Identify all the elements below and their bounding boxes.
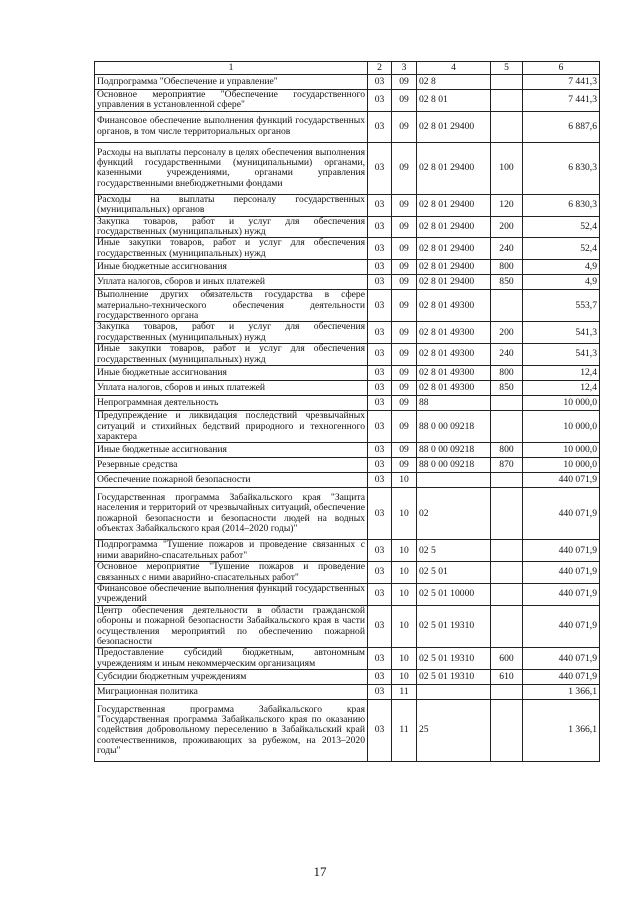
row-col-3: 10: [392, 473, 417, 488]
table-row: [95, 344, 600, 366]
row-col-4: 02 8 01 49300: [417, 290, 491, 322]
row-col-4: 88 0 00 09218: [417, 443, 491, 458]
header-col-6: 6: [523, 62, 600, 75]
header-col-4: 4: [417, 62, 491, 75]
row-amount: 4,9: [523, 260, 600, 275]
table-row: [95, 473, 600, 488]
row-col-2: 03: [368, 290, 392, 322]
row-col-5: 120: [491, 194, 523, 216]
row-amount: 52,4: [523, 238, 600, 260]
row-col-2: 03: [368, 605, 392, 648]
row-col-5: [491, 685, 523, 700]
row-col-2: 03: [368, 670, 392, 685]
row-col-4: 02 5 01 19310: [417, 605, 491, 648]
row-col-4: 02: [417, 488, 491, 540]
row-amount: 440 071,9: [523, 540, 600, 562]
row-amount: 1 366,1: [523, 685, 600, 700]
table-row: [95, 322, 600, 344]
row-name: Подпрограмма "Тушение пожаров и проведение связанных с ними аварийно-спасательных работ": [95, 540, 368, 562]
row-col-5: [491, 583, 523, 605]
table-body: [95, 75, 600, 762]
row-col-2: 03: [368, 216, 392, 238]
row-name: Выполнение других обязательств государства в сфере материально-технического обеспечения деятельности государственного органа: [95, 290, 368, 322]
row-name: Государственная программа Забайкальского края "Защита населения и территорий от чрезвычайных ситуаций, обеспечение пожарной безопасности и безопасности людей на водных объектах Забайкальского края (2014–2020 годы)": [95, 488, 368, 540]
table-row: [95, 194, 600, 216]
row-name: Подпрограмма "Обеспечение и управление": [95, 75, 368, 90]
row-amount: 6 887,6: [523, 111, 600, 142]
table-row: [95, 685, 600, 700]
row-col-3: 09: [392, 458, 417, 473]
row-name: Уплата налогов, сборов и иных платежей: [95, 381, 368, 396]
row-name: Предоставление субсидий бюджетным, автономным учреждениям и иным некоммерческим организациям: [95, 648, 368, 670]
table-row: [95, 488, 600, 540]
row-col-2: 03: [368, 194, 392, 216]
row-col-5: 240: [491, 238, 523, 260]
row-col-3: 09: [392, 443, 417, 458]
row-col-5: 600: [491, 648, 523, 670]
table-row: [95, 381, 600, 396]
row-col-2: 03: [368, 366, 392, 381]
row-col-2: 03: [368, 238, 392, 260]
row-amount: 440 071,9: [523, 473, 600, 488]
row-amount: 440 071,9: [523, 648, 600, 670]
table-row: [95, 260, 600, 275]
row-amount: 541,3: [523, 322, 600, 344]
table-row: [95, 238, 600, 260]
table-row: [95, 411, 600, 443]
row-name: Непрограммная деятельность: [95, 396, 368, 411]
table-row: [95, 458, 600, 473]
row-name: Центр обеспечения деятельности в области гражданской обороны и пожарной безопасности Забайкальского края в части осуществления мероприятий по обеспечению пожарной безопасности: [95, 605, 368, 648]
row-col-3: 09: [392, 322, 417, 344]
row-col-2: 03: [368, 75, 392, 90]
row-col-5: 100: [491, 142, 523, 194]
row-col-3: 09: [392, 411, 417, 443]
row-amount: 1 366,1: [523, 700, 600, 762]
row-col-4: 02 8 01 29400: [417, 194, 491, 216]
row-col-2: 03: [368, 700, 392, 762]
row-name: Закупка товаров, работ и услуг для обеспечения государственных (муниципальных) нужд: [95, 322, 368, 344]
row-col-5: [491, 540, 523, 562]
row-col-2: 03: [368, 458, 392, 473]
row-col-3: 10: [392, 648, 417, 670]
row-col-4: 02 8 01 29400: [417, 260, 491, 275]
row-name: Иные бюджетные ассигнования: [95, 366, 368, 381]
table-row: [95, 583, 600, 605]
row-col-4: 02 8 01 49300: [417, 366, 491, 381]
row-col-5: [491, 700, 523, 762]
row-col-4: 88 0 00 09218: [417, 411, 491, 443]
row-col-3: 09: [392, 366, 417, 381]
row-col-5: [491, 411, 523, 443]
row-amount: 12,4: [523, 381, 600, 396]
header-col-5: 5: [491, 62, 523, 75]
row-col-2: 03: [368, 540, 392, 562]
row-amount: 10 000,0: [523, 411, 600, 443]
row-col-3: 09: [392, 381, 417, 396]
row-col-3: 11: [392, 685, 417, 700]
header-col-1: 1: [95, 62, 368, 75]
header-row: [95, 62, 600, 75]
row-col-3: 09: [392, 396, 417, 411]
row-col-5: [491, 111, 523, 142]
row-col-4: [417, 685, 491, 700]
row-col-2: 03: [368, 648, 392, 670]
row-col-2: 03: [368, 260, 392, 275]
table-row: [95, 540, 600, 562]
row-col-4: 02 8: [417, 75, 491, 90]
row-col-3: 09: [392, 111, 417, 142]
row-col-4: 02 5 01: [417, 562, 491, 584]
row-col-4: 02 8 01: [417, 90, 491, 112]
row-col-3: 11: [392, 700, 417, 762]
row-col-4: 02 8 01 49300: [417, 381, 491, 396]
row-col-2: 03: [368, 381, 392, 396]
row-name: Финансовое обеспечение выполнения функций государственных органов, в том числе территориальных органов: [95, 111, 368, 142]
row-name: Государственная программа Забайкальского края "Государственная программа Забайкальского края по оказанию содействия добровольному переселению в Забайкальский край соотечественников, проживающих за рубежом, на 2013–2020 годы": [95, 700, 368, 762]
row-amount: 52,4: [523, 216, 600, 238]
row-col-5: [491, 473, 523, 488]
row-col-4: 88: [417, 396, 491, 411]
row-col-3: 10: [392, 562, 417, 584]
row-col-5: 200: [491, 216, 523, 238]
row-col-3: 10: [392, 540, 417, 562]
row-col-4: 02 8 01 49300: [417, 344, 491, 366]
row-col-2: 03: [368, 90, 392, 112]
row-amount: 10 000,0: [523, 443, 600, 458]
table-row: [95, 648, 600, 670]
table-row: [95, 605, 600, 648]
row-col-4: 02 5 01 19310: [417, 648, 491, 670]
table-row: [95, 396, 600, 411]
row-col-2: 03: [368, 322, 392, 344]
row-col-5: 850: [491, 381, 523, 396]
row-name: Закупка товаров, работ и услуг для обеспечения государственных (муниципальных) нужд: [95, 216, 368, 238]
row-amount: 6 830,3: [523, 194, 600, 216]
row-col-3: 10: [392, 488, 417, 540]
row-col-5: 800: [491, 366, 523, 381]
row-col-4: 02 5: [417, 540, 491, 562]
row-col-5: [491, 488, 523, 540]
table-row: [95, 75, 600, 90]
row-name: Иные бюджетные ассигнования: [95, 443, 368, 458]
row-col-5: [491, 75, 523, 90]
row-col-4: 02 5 01 19310: [417, 670, 491, 685]
row-name: Основное мероприятие "Обеспечение государственного управления в установленной сфере": [95, 90, 368, 112]
row-col-4: 02 8 01 29400: [417, 142, 491, 194]
row-col-2: 03: [368, 111, 392, 142]
row-col-3: 09: [392, 290, 417, 322]
row-col-5: 200: [491, 322, 523, 344]
row-amount: 440 071,9: [523, 562, 600, 584]
header-col-2: 2: [368, 62, 392, 75]
row-col-3: 09: [392, 238, 417, 260]
row-col-2: 03: [368, 411, 392, 443]
row-col-4: 88 0 00 09218: [417, 458, 491, 473]
row-col-4: 25: [417, 700, 491, 762]
row-col-4: [417, 473, 491, 488]
row-col-4: 02 8 01 29400: [417, 275, 491, 290]
row-col-2: 03: [368, 685, 392, 700]
table-row: [95, 275, 600, 290]
row-col-2: 03: [368, 473, 392, 488]
row-col-5: [491, 562, 523, 584]
row-col-5: 240: [491, 344, 523, 366]
row-amount: 12,4: [523, 366, 600, 381]
row-col-2: 03: [368, 275, 392, 290]
row-col-2: 03: [368, 443, 392, 458]
budget-table-page: [94, 61, 599, 762]
row-amount: 4,9: [523, 275, 600, 290]
table-row: [95, 216, 600, 238]
row-col-4: 02 8 01 49300: [417, 322, 491, 344]
row-name: Резервные средства: [95, 458, 368, 473]
row-col-3: 09: [392, 90, 417, 112]
page-number: 17: [313, 864, 327, 879]
table-row: [95, 443, 600, 458]
row-amount: 10 000,0: [523, 396, 600, 411]
row-col-5: 870: [491, 458, 523, 473]
row-col-3: 10: [392, 583, 417, 605]
row-col-3: 10: [392, 670, 417, 685]
row-col-2: 03: [368, 583, 392, 605]
row-name: Субсидии бюджетным учреждениям: [95, 670, 368, 685]
row-col-4: 02 8 01 29400: [417, 216, 491, 238]
row-name: Обеспечение пожарной безопасности: [95, 473, 368, 488]
row-name: Иные бюджетные ассигнования: [95, 260, 368, 275]
row-amount: 10 000,0: [523, 458, 600, 473]
row-name: Предупреждение и ликвидация последствий чрезвычайных ситуаций и стихийных бедствий природного и техногенного характера: [95, 411, 368, 443]
row-amount: 553,7: [523, 290, 600, 322]
row-name: Миграционная политика: [95, 685, 368, 700]
row-amount: 7 441,3: [523, 75, 600, 90]
row-name: Иные закупки товаров, работ и услуг для обеспечения государственных (муниципальных) нужд: [95, 344, 368, 366]
table-row: [95, 90, 600, 112]
row-col-2: 03: [368, 562, 392, 584]
row-col-4: 02 5 01 10000: [417, 583, 491, 605]
row-amount: 440 071,9: [523, 488, 600, 540]
table-row: [95, 366, 600, 381]
row-col-3: 09: [392, 216, 417, 238]
row-amount: 7 441,3: [523, 90, 600, 112]
row-amount: 6 830,3: [523, 142, 600, 194]
table-row: [95, 290, 600, 322]
row-col-4: 02 8 01 29400: [417, 238, 491, 260]
row-col-3: 09: [392, 260, 417, 275]
row-amount: 440 071,9: [523, 605, 600, 648]
row-col-3: 09: [392, 75, 417, 90]
row-col-2: 03: [368, 488, 392, 540]
table-row: [95, 562, 600, 584]
row-col-5: 850: [491, 275, 523, 290]
table-row: [95, 111, 600, 142]
row-amount: 440 071,9: [523, 670, 600, 685]
row-col-3: 09: [392, 142, 417, 194]
row-name: Уплата налогов, сборов и иных платежей: [95, 275, 368, 290]
row-name: Расходы на выплаты персоналу в целях обеспечения выполнения функций государственными (муниципальными) органами, казенными учреждениями, органами управления государственными внебюджетными фондами: [95, 142, 368, 194]
row-col-2: 03: [368, 344, 392, 366]
row-col-3: 09: [392, 194, 417, 216]
row-col-3: 10: [392, 605, 417, 648]
row-col-5: 610: [491, 670, 523, 685]
row-amount: 541,3: [523, 344, 600, 366]
row-name: Иные закупки товаров, работ и услуг для обеспечения государственных (муниципальных) нужд: [95, 238, 368, 260]
row-name: Расходы на выплаты персоналу государственных (муниципальных) органов: [95, 194, 368, 216]
row-col-5: [491, 396, 523, 411]
row-amount: 440 071,9: [523, 583, 600, 605]
row-col-5: [491, 290, 523, 322]
table-row: [95, 142, 600, 194]
row-col-5: 800: [491, 260, 523, 275]
row-col-5: 800: [491, 443, 523, 458]
budget-table: [94, 61, 600, 762]
table-row: [95, 700, 600, 762]
row-name: Финансовое обеспечение выполнения функций государственных учреждений: [95, 583, 368, 605]
row-col-3: 09: [392, 275, 417, 290]
row-col-5: [491, 605, 523, 648]
table-row: [95, 670, 600, 685]
row-col-2: 03: [368, 396, 392, 411]
header-col-3: 3: [392, 62, 417, 75]
row-name: Основное мероприятие "Тушение пожаров и проведение связанных с ними аварийно-спасательных работ": [95, 562, 368, 584]
row-col-5: [491, 90, 523, 112]
row-col-2: 03: [368, 142, 392, 194]
row-col-3: 09: [392, 344, 417, 366]
row-col-4: 02 8 01 29400: [417, 111, 491, 142]
